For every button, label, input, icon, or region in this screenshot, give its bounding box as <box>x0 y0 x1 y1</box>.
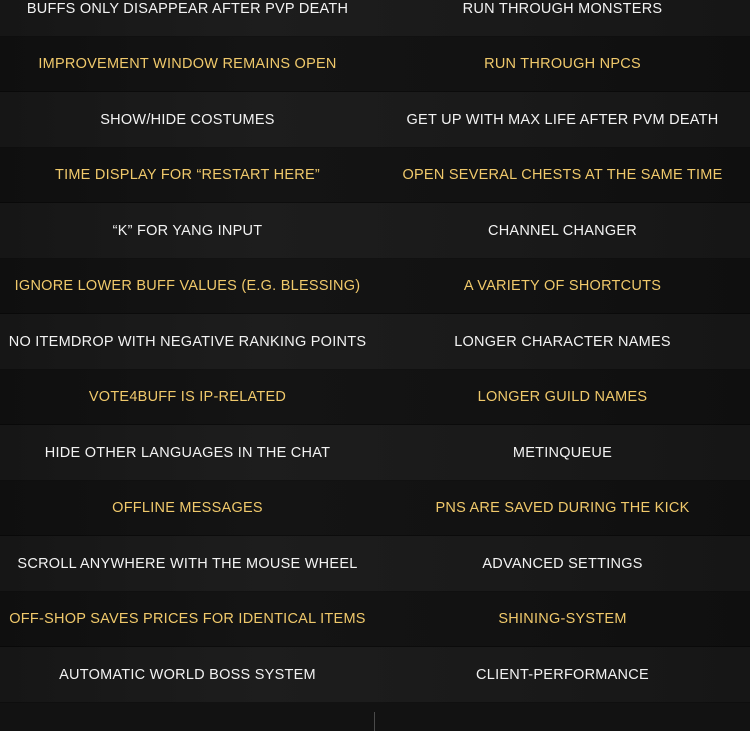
feature-row <box>0 647 750 703</box>
feature-left: AUTOMATIC WORLD BOSS SYSTEM <box>59 666 316 683</box>
feature-left: SCROLL ANYWHERE WITH THE MOUSE WHEEL <box>17 555 358 572</box>
feature-right: RUN THROUGH MONSTERS <box>462 0 663 17</box>
feature-left: IGNORE LOWER BUFF VALUES (E.G. BLESSING) <box>14 278 361 295</box>
feature-left: OFF-SHOP SAVES PRICES FOR IDENTICAL ITEMS <box>9 611 366 628</box>
bottom-area <box>0 703 750 731</box>
feature-right: RUN THROUGH NPCS <box>484 56 641 73</box>
feature-left: OFFLINE MESSAGES <box>112 500 263 517</box>
feature-left: VOTE4BUFF IS IP-RELATED <box>88 389 287 406</box>
feature-row <box>0 536 750 592</box>
feature-row <box>0 425 750 481</box>
feature-row <box>0 0 750 37</box>
feature-left: “K” FOR YANG INPUT <box>112 222 263 239</box>
feature-row <box>0 481 750 537</box>
feature-left: BUFFS ONLY DISAPPEAR AFTER PVP DEATH <box>26 0 349 17</box>
feature-right: METINQUEUE <box>512 444 613 461</box>
feature-right: LONGER GUILD NAMES <box>477 389 648 406</box>
feature-right: PNS ARE SAVED DURING THE KICK <box>435 500 690 517</box>
feature-row <box>0 203 750 259</box>
feature-left: IMPROVEMENT WINDOW REMAINS OPEN <box>38 56 337 73</box>
feature-left: TIME DISPLAY FOR “RESTART HERE” <box>54 167 321 184</box>
feature-right: CHANNEL CHANGER <box>487 222 638 239</box>
feature-row <box>0 592 750 648</box>
feature-right: SHINING-SYSTEM <box>498 611 627 628</box>
feature-row <box>0 314 750 370</box>
feature-row <box>0 37 750 93</box>
feature-right: LONGER CHARACTER NAMES <box>454 333 671 350</box>
feature-right: A VARIETY OF SHORTCUTS <box>463 278 662 295</box>
feature-right: CLIENT-PERFORMANCE <box>476 666 649 683</box>
feature-left: SHOW/HIDE COSTUMES <box>100 111 275 128</box>
feature-left: HIDE OTHER LANGUAGES IN THE CHAT <box>44 444 331 461</box>
feature-right: GET UP WITH MAX LIFE AFTER PVM DEATH <box>406 111 719 128</box>
feature-right: ADVANCED SETTINGS <box>482 555 643 572</box>
feature-row <box>0 370 750 426</box>
feature-row <box>0 259 750 315</box>
feature-row <box>0 148 750 204</box>
feature-left: NO ITEMDROP WITH NEGATIVE RANKING POINTS <box>8 333 367 350</box>
feature-row <box>0 92 750 148</box>
column-divider <box>374 712 375 731</box>
feature-right: OPEN SEVERAL CHESTS AT THE SAME TIME <box>402 167 723 184</box>
